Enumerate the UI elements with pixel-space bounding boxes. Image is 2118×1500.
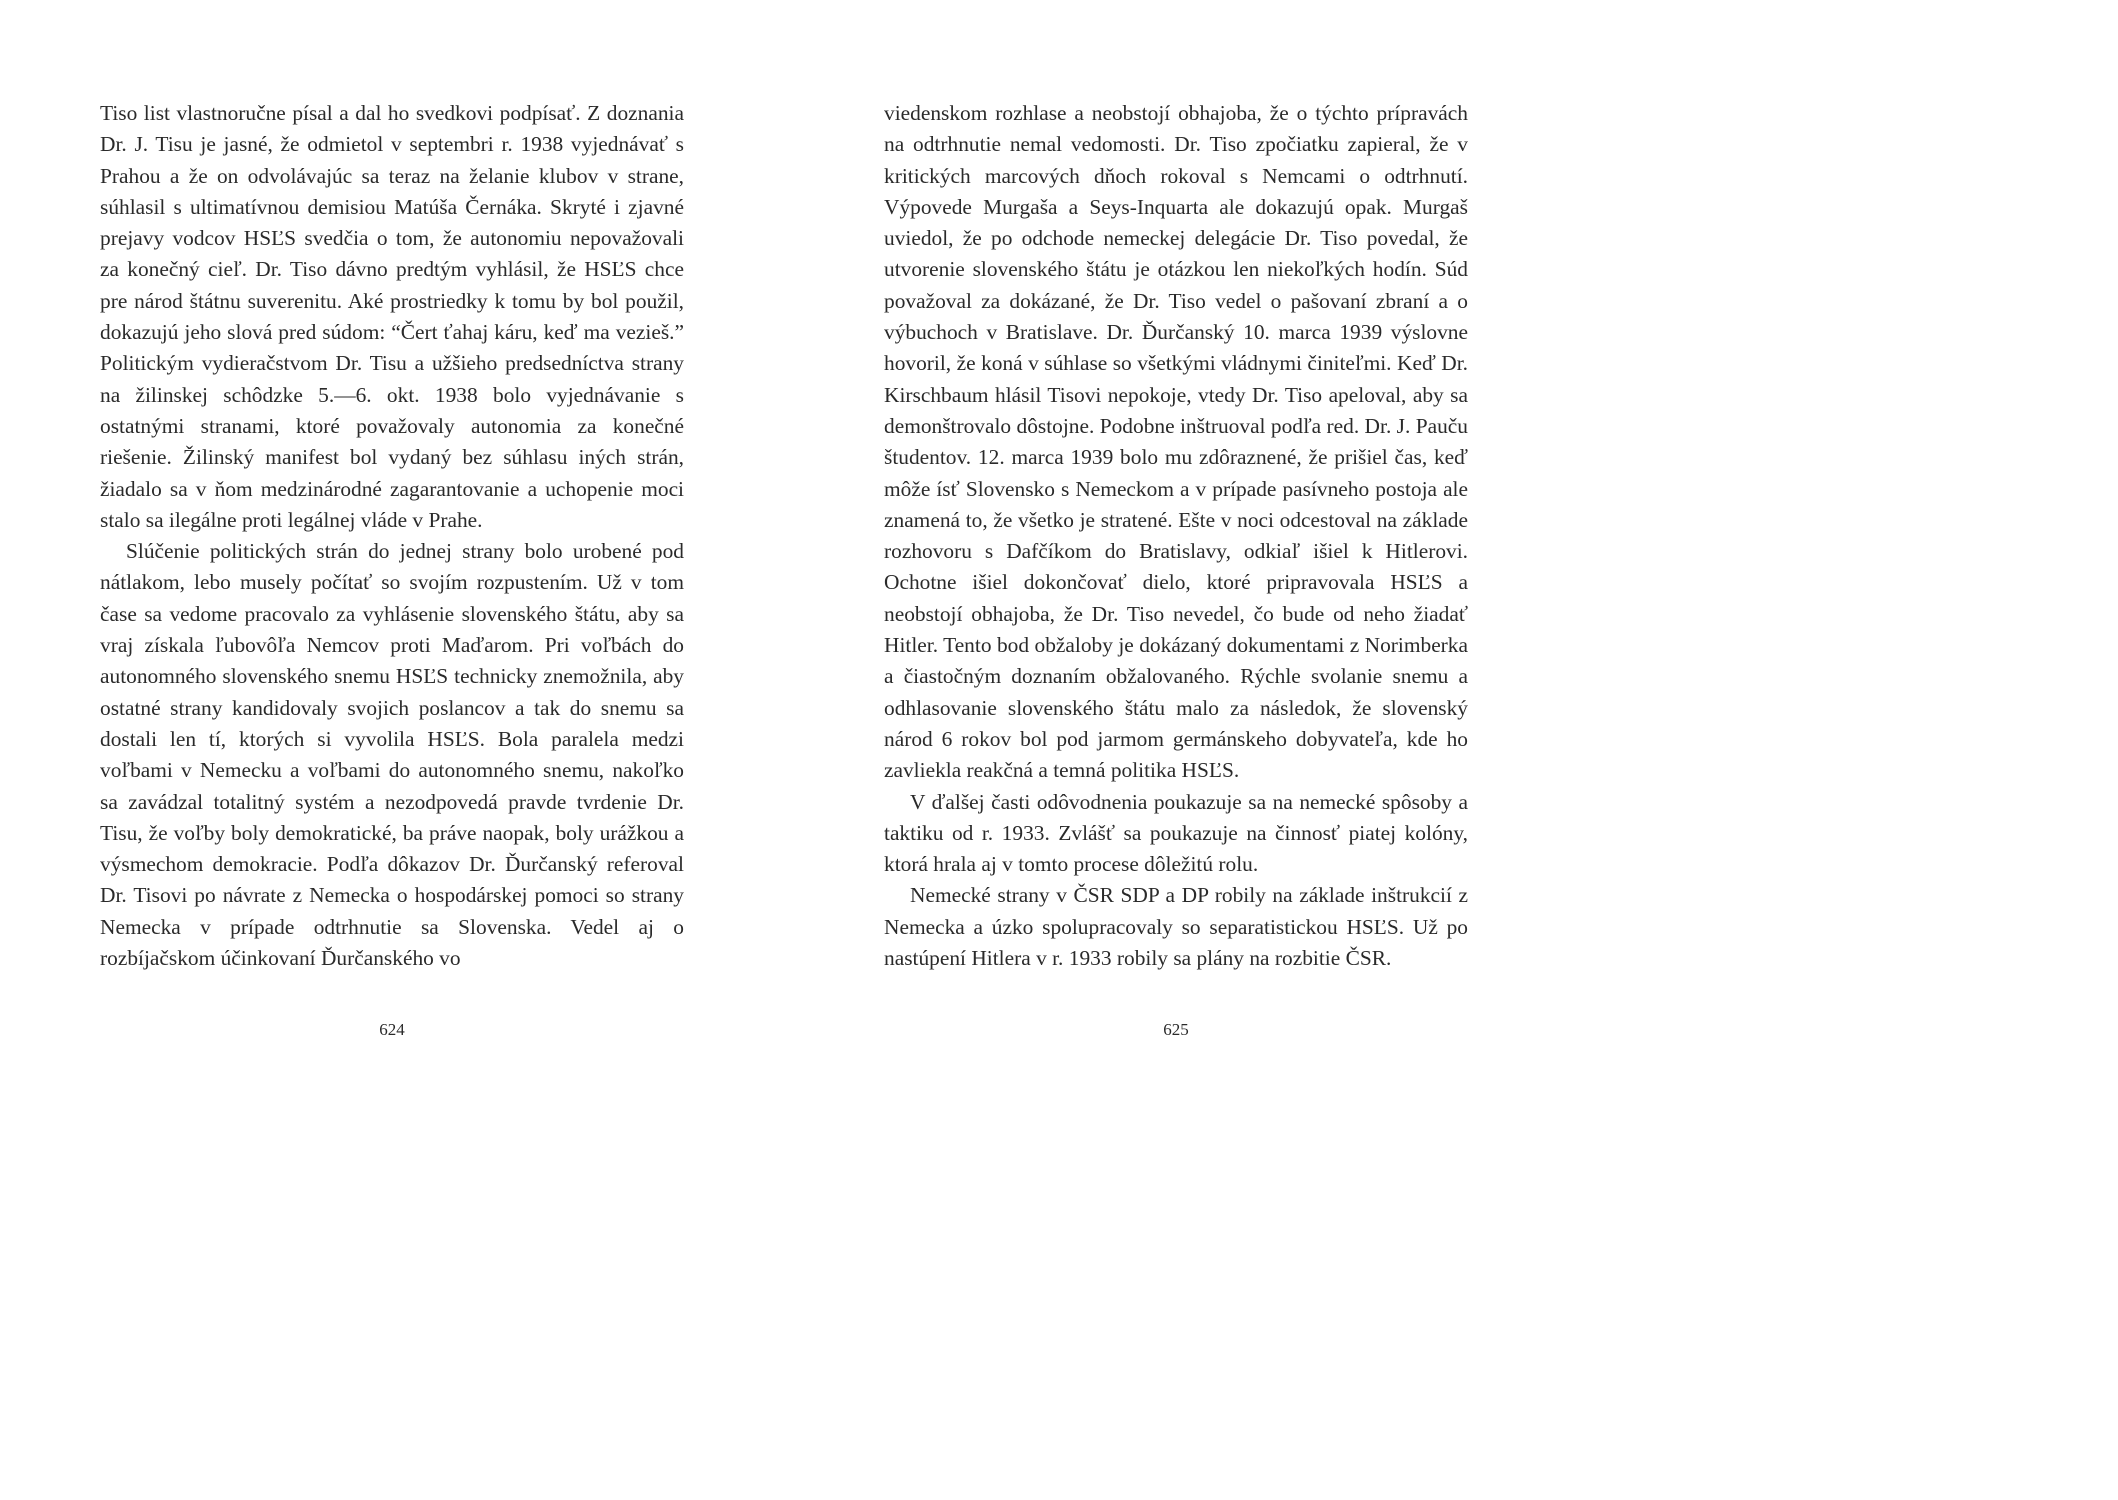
- right-page-body: [884, 98, 1468, 974]
- page-number: 624: [379, 1020, 405, 1039]
- left-page: [100, 98, 684, 1058]
- page-number: 625: [1163, 1020, 1189, 1039]
- paragraph: Tiso list vlastnoručne písal a dal ho svedkovi podpísať. Z doznania Dr. J. Tisu je jasné, že odmietol v septembri r. 1938 vyjednávať s Prahou a že on odvolávajúc sa teraz na želanie klubov v strane, súhlasil s ultimatívnou demisiou Matúša Černáka. Skryté i zjavné prejavy vodcov HSĽS svedčia o tom, že autonomiu nepovažovali za konečný cieľ. Dr. Tiso dávno predtým vyhlásil, že HSĽS chce pre národ štátnu suverenitu. Aké prostriedky k tomu by bol použil, dokazujú jeho slová pred súdom: “Čert ťahaj káru, keď ma vezieš.” Politickým vydieračstvom Dr. Tisu a užšieho predsedníctva strany na žilinskej schôdzke 5.—6. okt. 1938 bolo vyjednávanie s ostatnými stranami, ktoré považovaly autonomia za konečné riešenie. Žilinský manifest bol vydaný bez súhlasu iných strán, žiadalo sa v ňom medzinárodné zagarantovanie a uchopenie moci stalo sa ilegálne proti legálnej vláde v Prahe.: [100, 101, 684, 532]
- paragraph: Nemecké strany v ČSR SDP a DP robily na základe inštrukcií z Nemecka a úzko spolupracovaly so separatistickou HSĽS. Už po nastúpení Hitlera v r. 1933 robily sa plány na rozbitie ČSR.: [884, 883, 1468, 971]
- paragraph: Slúčenie politických strán do jednej strany bolo urobené pod nátlakom, lebo musely počítať so svojím rozpustením. Už v tom čase sa vedome pracovalo za vyhlásenie slovenského štátu, aby sa vraj získala ľubovôľa Nemcov proti Maďarom. Pri voľbách do autonomného slovenského snemu HSĽS technicky znemožnila, aby ostatné strany kandidovaly svojich poslancov a tak do snemu sa dostali len tí, ktorých si vyvolila HSĽS. Bola paralela medzi voľbami v Nemecku a voľbami do autonomného snemu, nakoľko sa zavádzal totalitný systém a nezodpovedá pravde tvrdenie Dr. Tisu, že voľby boly demokratické, ba práve naopak, boly urážkou a výsmechom demokracie. Podľa dôkazov Dr. Ďurčanský referoval Dr. Tisovi po návrate z Nemecka o hospodárskej pomoci so strany Nemecka v prípade odtrhnutie sa Slovenska. Vedel aj o rozbíjačskom účinkovaní Ďurčanského vo: [100, 539, 684, 971]
- right-page: [884, 98, 1468, 1058]
- paragraph: viedenskom rozhlase a neobstojí obhajoba, že o týchto prípravách na odtrhnutie nemal vedomosti. Dr. Tiso zpočiatku zapieral, že v kritických marcových dňoch rokoval s Nemcami o odtrhnutí. Výpovede Murgaša a Seys-Inquarta ale dokazujú opak. Murgaš uviedol, že po odchode nemeckej delegácie Dr. Tiso povedal, že utvorenie slovenského štátu je otázkou len niekoľkých hodín. Súd považoval za dokázané, že Dr. Tiso vedel o pašovaní zbraní a o výbuchoch v Bratislave. Dr. Ďurčanský 10. marca 1939 výslovne hovoril, že koná v súhlase so všetkými vládnymi činiteľmi. Keď Dr. Kirschbaum hlásil Tisovi nepokoje, vtedy Dr. Tiso apeloval, aby sa demonštrovalo dôstojne. Podobne inštruoval podľa red. Dr. J. Pauču študentov. 12. marca 1939 bolo mu zdôraznené, že prišiel čas, keď môže ísť Slovensko s Nemeckom a v prípade pasívneho postoja ale znamená to, že všetko je stratené. Ešte v noci odcestoval na základe rozhovoru s Dafčíkom do Bratislavy, odkiaľ išiel k Hitlerovi. Ochotne išiel dokončovať dielo, ktoré pripravovala HSĽS a neobstojí obhajoba, že Dr. Tiso nevedel, čo bude od neho žiadať Hitler. Tento bod obžaloby je dokázaný dokumentami z Norimberka a čiastočným doznaním obžalovaného. Rýchle svolanie snemu a odhlasovanie slovenského štátu malo za následok, že slovenský národ 6 rokov bol pod jarmom germánskeho dobyvateľa, kde ho zavliekla reakčná a temná politika HSĽS.: [884, 101, 1468, 783]
- left-page-body: [100, 98, 684, 974]
- paragraph: V ďalšej časti odôvodnenia poukazuje sa na nemecké spôsoby a taktiku od r. 1933. Zvlášť sa poukazuje na činnosť piatej kolóny, ktorá hrala aj v tomto procese dôležitú rolu.: [884, 789, 1468, 877]
